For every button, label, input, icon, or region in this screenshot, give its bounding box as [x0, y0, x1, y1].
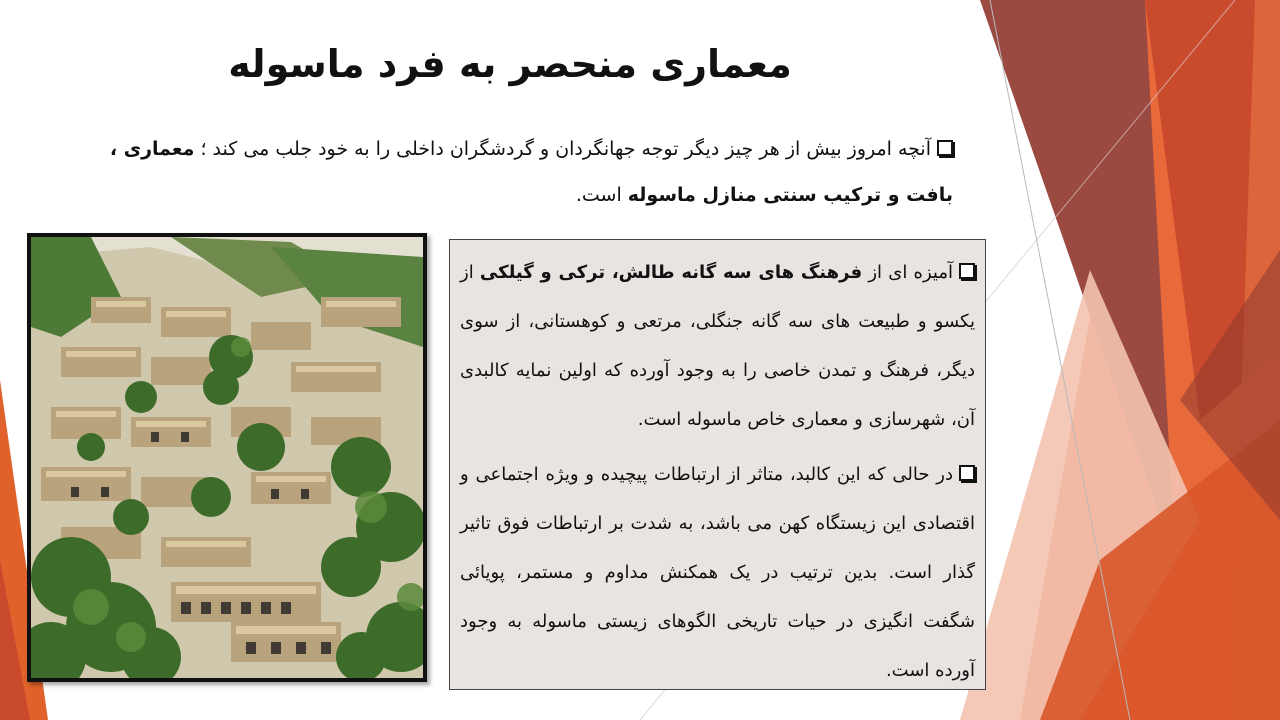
- box-p2-text: در حالی که این کالبد، متاثر از ارتباطات پیچیده و ویژه اجتماعی و اقتصادی این زیستگاه کهن می باشد، به شدت بر ارتباطات فوق تاثیر گذار است. بدین ترتیب در یک همکنش مداوم و مستمر، پویائی شگفت انگیزی در حیات تاریخی الگوهای زیستی ماسوله به وجود آورده است.: [460, 464, 975, 681]
- checkbox-bullet-icon: [937, 140, 953, 156]
- description-textbox: [449, 239, 986, 690]
- village-photo-icon: [31, 237, 423, 678]
- intro-paragraph: [58, 126, 953, 218]
- intro-bold-text: معماری ، بافت و ترکیب سنتی منازل ماسوله: [109, 138, 953, 206]
- box-paragraph-1: [460, 248, 975, 444]
- slide-title: معماری منحصر به فرد ماسوله: [228, 42, 792, 86]
- intro-text-2: است.: [575, 184, 628, 206]
- box-p1-bold: فرهنگ های سه گانه طالش، ترکی و گیلکی: [479, 262, 863, 283]
- checkbox-bullet-icon: [959, 263, 975, 279]
- checkbox-bullet-icon: [959, 465, 975, 481]
- masuleh-village-photo: [27, 233, 427, 682]
- intro-text-1: آنچه امروز بیش از هر چیز دیگر توجه جهانگردان و گردشگران داخلی را به خود جلب می کند ؛: [194, 138, 931, 160]
- box-p1-text-2: از یکسو و طبیعت های سه گانه جنگلی، مرتعی و کوهستانی، از سوی دیگر، فرهنگ و تمدن خاصی را به وجود آورده که اولین نمایه کالبدی آن، شهرسازی و معماری خاص ماسوله است.: [460, 262, 975, 430]
- box-p1-text-1: آمیزه ای از: [862, 262, 953, 283]
- box-paragraph-2: [460, 450, 975, 690]
